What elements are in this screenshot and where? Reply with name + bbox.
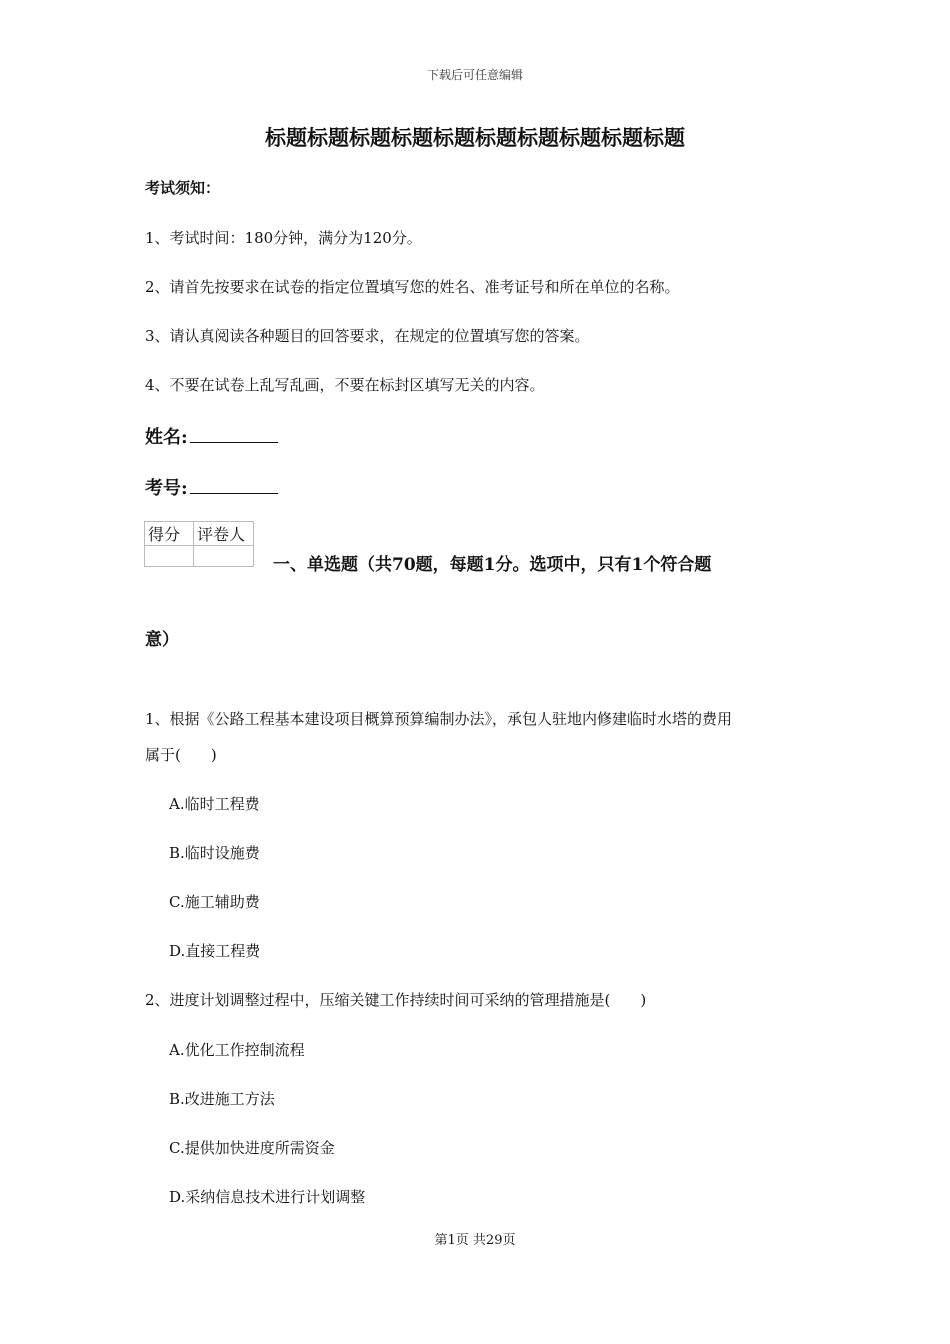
grader-header: 评卷人 bbox=[194, 522, 254, 546]
notice-rule: 3、请认真阅读各种题目的回答要求，在规定的位置填写您的答案。 bbox=[145, 327, 590, 345]
score-table bbox=[144, 521, 254, 567]
score-header: 得分 bbox=[145, 522, 194, 546]
document-title: 标题标题标题标题标题标题标题标题标题标题 bbox=[265, 125, 685, 150]
option-item: D.直接工程费 bbox=[169, 942, 261, 960]
option-item: C.施工辅助费 bbox=[169, 893, 260, 911]
question-text: 2、进度计划调整过程中，压缩关键工作持续时间可采纳的管理措施是( ) bbox=[145, 991, 647, 1009]
option-item: D.采纳信息技术进行计划调整 bbox=[169, 1188, 366, 1206]
page-footer: 第1页 共29页 bbox=[434, 1233, 516, 1248]
option-item: A.优化工作控制流程 bbox=[169, 1041, 305, 1059]
grader-cell[interactable] bbox=[194, 546, 254, 567]
option-item: C.提供加快进度所需资金 bbox=[169, 1139, 335, 1157]
name-blank-line[interactable] bbox=[190, 424, 278, 443]
option-item: B.临时设施费 bbox=[169, 844, 260, 862]
notice-heading: 考试须知： bbox=[145, 179, 221, 197]
option-item: B.改进施工方法 bbox=[169, 1090, 275, 1108]
exam-id-field bbox=[145, 474, 278, 500]
page-header: 下载后可任意编辑 bbox=[426, 68, 523, 82]
exam-id-blank-line[interactable] bbox=[190, 475, 278, 494]
question-text: 1、根据《公路工程基本建设项目概算预算编制办法》，承包人驻地内修建临时水塔的费用 bbox=[145, 710, 733, 728]
section-heading-tail: 意） bbox=[145, 630, 179, 650]
notice-rule: 1、考试时间：180分钟，满分为120分。 bbox=[145, 229, 422, 247]
option-item: A.临时工程费 bbox=[169, 795, 260, 813]
exam-id-label: 考号: bbox=[145, 478, 188, 499]
name-label: 姓名: bbox=[145, 427, 188, 448]
name-field bbox=[145, 423, 278, 449]
question-text: 属于( ) bbox=[145, 746, 217, 764]
section-heading: 一、单选题（共70题，每题1分。选项中，只有1个符合题 bbox=[273, 555, 712, 575]
notice-rule: 2、请首先按要求在试卷的指定位置填写您的姓名、准考证号和所在单位的名称。 bbox=[145, 278, 680, 296]
notice-rule: 4、不要在试卷上乱写乱画，不要在标封区填写无关的内容。 bbox=[145, 376, 545, 394]
score-cell[interactable] bbox=[145, 546, 194, 567]
